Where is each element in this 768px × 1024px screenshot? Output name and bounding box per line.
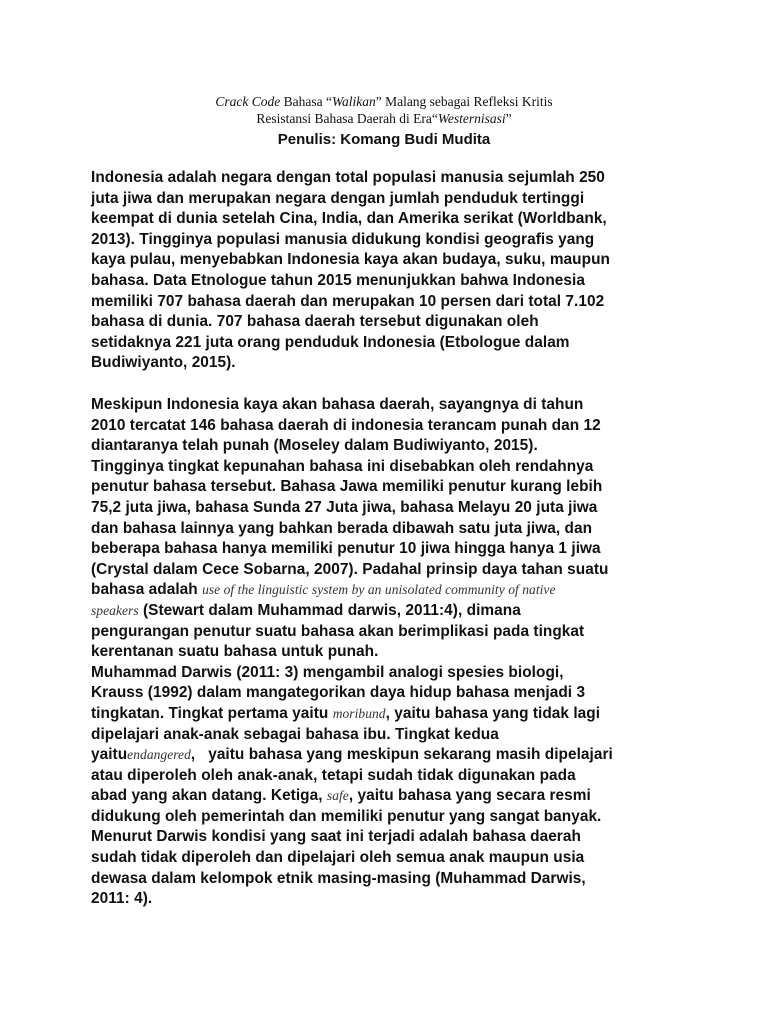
text-line: 2010 tercatat 146 bahasa daerah di indonesia terancam punah dan 12 [91, 416, 601, 434]
text-line: Indonesia adalah negara dengan total populasi manusia sejumlah 250 [91, 169, 605, 186]
paragraph-2 [91, 395, 691, 910]
title-westernisasi: Westernisasi [437, 111, 506, 126]
text-line: (Crystal dalam Cece Sobarna, 2007). Padahal prinsip daya tahan suatu [91, 560, 609, 578]
title-text: ” Malang sebagai Refleksi Kritis [375, 94, 553, 109]
title-text: Bahasa “ [280, 94, 332, 109]
title-line-1 [0, 93, 768, 110]
text-line: dan bahasa lainnya yang bahkan berada dibawah satu juta jiwa, dan [91, 519, 593, 537]
text-line: diantaranya telah punah (Moseley dalam Budiwiyanto, 2015). [91, 437, 538, 455]
text-line: penutur bahasa tersebut. Bahasa Jawa memiliki penutur kurang lebih [91, 478, 603, 496]
text-line: dewasa dalam kelompok etnik masing-masing (Muhammad Darwis, [91, 869, 586, 887]
text-segment: , yaitu bahasa yang secara resmi [348, 787, 591, 805]
text-line: pengurangan penutur suatu bahasa akan berimplikasi pada tingkat [91, 622, 585, 640]
text-line [91, 601, 691, 622]
text-line: keempat di dunia setelah Cina, India, dan Amerika serikat (Worldbank, [91, 210, 607, 228]
title-text: ” [505, 111, 512, 126]
text-line: sudah tidak diperoleh dan dipelajari oleh semua anak maupun usia [91, 849, 585, 867]
text-line: bahasa di dunia. 707 bahasa daerah tersebut digunakan oleh [91, 313, 539, 331]
text-line: Tingginya tingkat kepunahan bahasa ini disebabkan oleh rendahnya [91, 457, 594, 475]
italic-quote: speakers [91, 602, 139, 618]
text-segment: bahasa adalah [91, 581, 203, 599]
text-line: Menurut Darwis kondisi yang saat ini terjadi adalah bahasa daerah [91, 828, 581, 846]
paragraph-1 [91, 168, 691, 374]
text-line: Budiwiyanto, 2015). [91, 354, 236, 372]
text-line [91, 580, 691, 601]
text-line: Muhammad Darwis (2011: 3) mengambil analogi spesies biologi, [91, 663, 564, 681]
text-segment: , yaitu bahasa yang tidak lagi [385, 704, 601, 722]
text-line: Meskipun Indonesia kaya akan bahasa daerah, sayangnya di tahun [91, 396, 584, 413]
text-line: juta jiwa dan merupakan negara dengan jumlah penduduk tertinggi [91, 189, 585, 207]
text-line: memiliki 707 bahasa daerah dan merupakan 10 persen dari total 7.102 [91, 292, 605, 310]
text-line [91, 704, 691, 725]
text-line: kaya pulau, menyebabkan Indonesia kaya akan budaya, suku, maupun [91, 251, 610, 269]
text-line: 2013). Tingginya populasi manusia didukung kondisi geografis yang [91, 230, 595, 248]
text-line: atau diperoleh oleh anak-anak, tetapi sudah tidak digunakan pada [91, 766, 576, 784]
text-line [91, 745, 691, 766]
text-line: dipelajari anak-anak sebagai bahasa ibu. Tingkat kedua [91, 725, 499, 743]
text-segment: (Stewart dalam Muhammad darwis, 2011:4), dimana [138, 601, 521, 619]
italic-quote: use of the linguistic system by an unisolated community of native [202, 582, 556, 598]
text-line: setidaknya 221 juta orang penduduk Indonesia (Etbologue dalam [91, 333, 570, 351]
title-text: Resistansi Bahasa Daerah di Era“ [256, 111, 438, 126]
text-segment: , yaitu bahasa yang meskipun sekarang masih dipelajari [190, 746, 613, 764]
italic-term-endangered: endangered [127, 747, 191, 763]
text-line: Krauss (1992) dalam mangategorikan daya hidup bahasa menjadi 3 [91, 684, 586, 702]
italic-term-safe: safe [326, 788, 349, 804]
text-segment: tingkatan. Tingkat pertama yaitu [91, 704, 333, 722]
title-crack-code: Crack Code [215, 94, 281, 109]
text-segment: yaitu [91, 746, 128, 764]
text-line: beberapa bahasa hanya memiliki penutur 10 jiwa hingga hanya 1 jiwa [91, 540, 601, 558]
italic-term-moribund: moribund [332, 705, 386, 721]
document-title [0, 93, 768, 127]
text-line: didukung oleh pemerintah dan memiliki penutur yang sangat banyak. [91, 807, 602, 825]
text-segment: abad yang akan datang. Ketiga, [91, 787, 327, 805]
text-line: 2011: 4). [91, 890, 153, 908]
text-line: bahasa. Data Etnologue tahun 2015 menunjukkan bahwa Indonesia [91, 271, 585, 289]
text-line: 75,2 juta jiwa, bahasa Sunda 27 Juta jiwa, bahasa Melayu 20 juta jiwa [91, 498, 598, 516]
title-walikan: Walikan [331, 94, 376, 109]
text-line: kerentanan suatu bahasa untuk punah. [91, 643, 379, 661]
title-line-2 [0, 110, 768, 127]
text-line [91, 786, 691, 807]
author-line: Penulis: Komang Budi Mudita [277, 131, 491, 148]
